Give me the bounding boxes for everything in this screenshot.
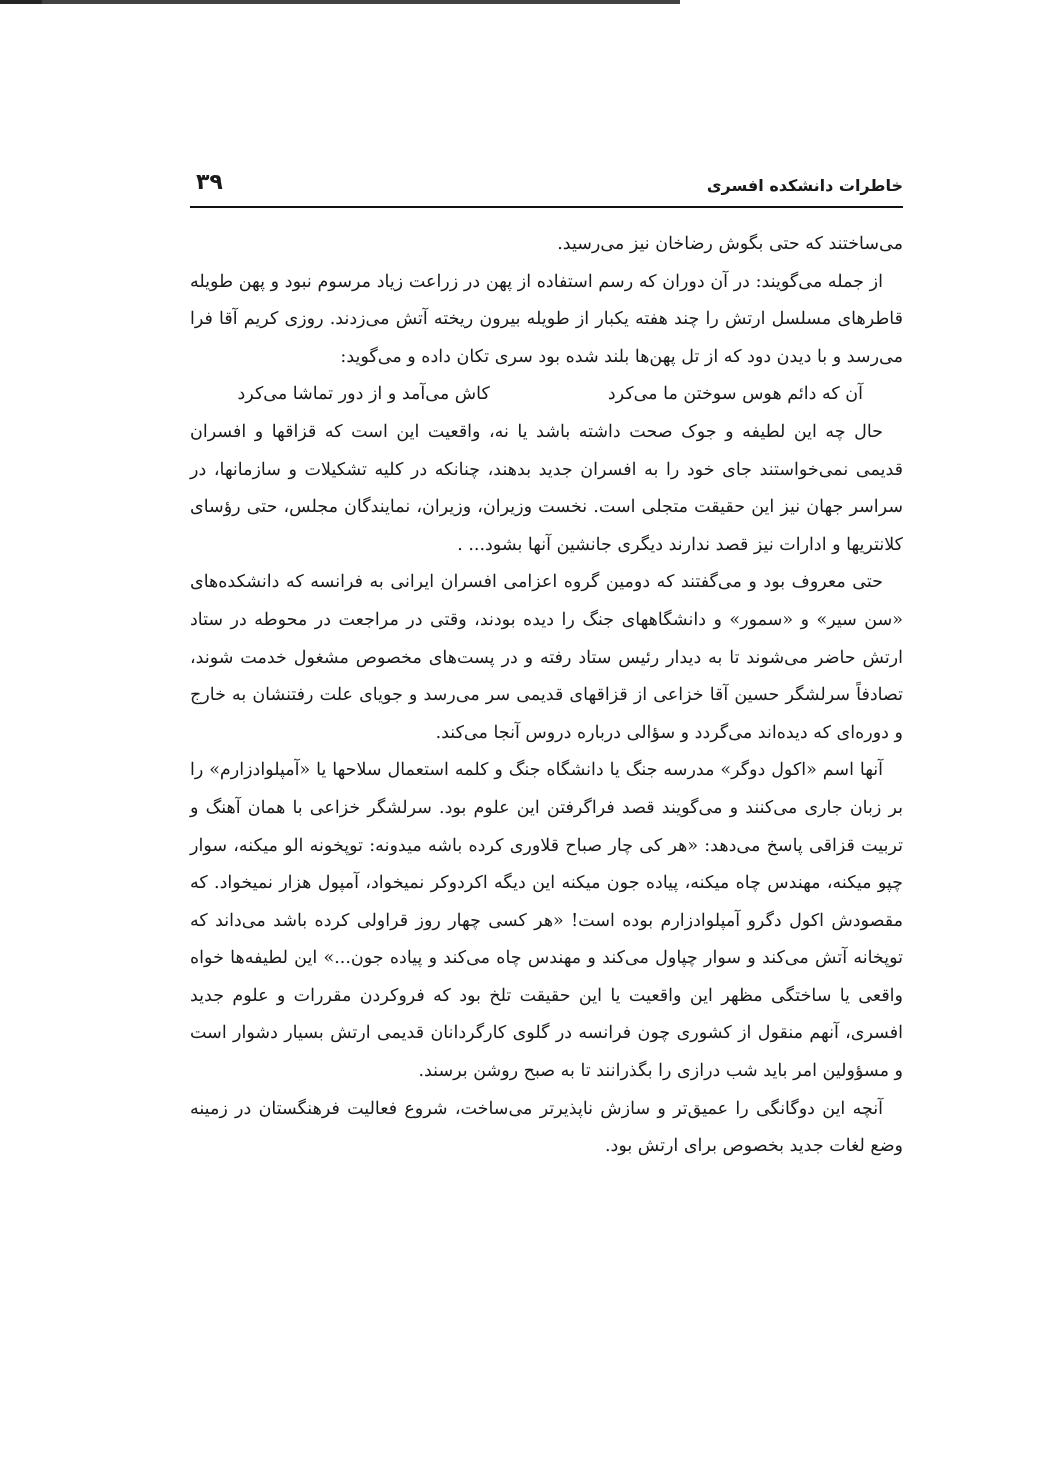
paragraph-2: از جمله می‌گویند: در آن دوران که رسم استفاده از پهن در زراعت زیاد مرسوم نبود و پهن طویله قاطرهای مسلسل ارتش را چند هفته یکبار از طویله بیرون ریخته آتش می‌زدند. روزی کریم آقا فرا می‌رسد و با دیدن دود که از تل پهن‌ها بلند شده بود سری تکان داده و می‌گوید: bbox=[190, 271, 903, 367]
paragraph-6: آنچه این دوگانگی را عمیق‌تر و سازش ناپذیرتر می‌ساخت، شروع فعالیت فرهنگستان در زمینه وضع لغات جدید بخصوص برای ارتش بود. bbox=[190, 1098, 903, 1157]
paragraph-3: حال چه این لطیفه و جوک صحت داشته باشد یا نه، واقعیت این است که قزاقها و افسران قدیمی نمی‌خواستند جای خود را به افسران جدید بدهند، چنانکه در کلیه تشکیلات و سازمانها، در سراسر جهان نیز این حقیقت متجلی است. نخست وزیران، وزیران، نمایندگان مجلس، حتی رؤسای کلانتریها و ادارات نیز قصد ندارند دیگری جانشین آنها بشود... . bbox=[190, 421, 903, 555]
page-number: ۳۹ bbox=[196, 170, 223, 195]
verse-hemistich-2: کاش می‌آمد و از دور تماشا می‌کرد bbox=[237, 384, 490, 405]
paragraph-4: حتی معروف بود و می‌گفتند که دومین گروه اعزامی افسران ایرانی به فرانسه که دانشکده‌های «سن سیر» و «سمور» و دانشگاههای جنگ را دیده بودند، وقتی در مراجعت در محوطه در ستاد ارتش حاضر می‌شوند تا به دیدار رئیس ستاد رفته و در پست‌های مخصوص مشغول خدمت شوند، تصادفاً سرلشگر حسین آقا خزاعی از قزاقهای قدیمی سر می‌رسد و جویای علت رفتنشان به خارج و دوره‌ای که دیده‌اند می‌گردد و سؤالی درباره دروس آنجا می‌کند. bbox=[190, 572, 903, 743]
body-text bbox=[190, 226, 903, 1166]
paragraph-5: آنها اسم «اکول دوگر» مدرسه جنگ یا دانشگاه جنگ و کلمه استعمال سلاحها یا «آمپلوادزارم» را بر زبان جاری می‌کنند و می‌گویند قصد فراگرفتن این علوم بود. سرلشگر خزاعی با همان آهنگ و تربیت قزاقی پاسخ می‌دهد: «هر کی چار صباح قلاوری کرده باشه میدونه: توپخونه الو میکنه، سوار چپو میکنه، مهندس چاه میکنه، پیاده جون میکنه این دیگه اکردوکر نمیخواد، آمپول هزار نمیخواد. که مقصودش اکول دگرو آمپلوادزارم بوده است! «هر کسی چهار روز قراولی کرده باشد می‌داند که توپخانه آتش می‌کند و سوار چپاول می‌کند و مهندس چاه می‌کند و پیاده جون...» این لطیفه‌ها خواه واقعی یا ساختگی مظهر این واقعیت یا این حقیقت تلخ بود که فروکردن مقررات و علوم جدید افسری، آنهم منقول از کشوری چون فرانسه در گلوی کارگردانان قدیمی ارتش بسیار دشوار است و مسؤولین امر باید شب درازی را بگذرانند تا به صبح روشن برسند. bbox=[190, 760, 903, 1082]
verse-couplet bbox=[190, 376, 903, 414]
verse-hemistich-1: آن که دائم هوس سوختن ما می‌کرد bbox=[607, 384, 863, 405]
page-header bbox=[190, 168, 903, 208]
running-title: خاطرات دانشکده افسری bbox=[706, 176, 903, 195]
paragraph-1: می‌ساختند که حتی بگوش رضاخان نیز می‌رسید. bbox=[557, 234, 903, 254]
scan-edge-mark bbox=[0, 0, 680, 4]
header-rule bbox=[190, 206, 903, 208]
